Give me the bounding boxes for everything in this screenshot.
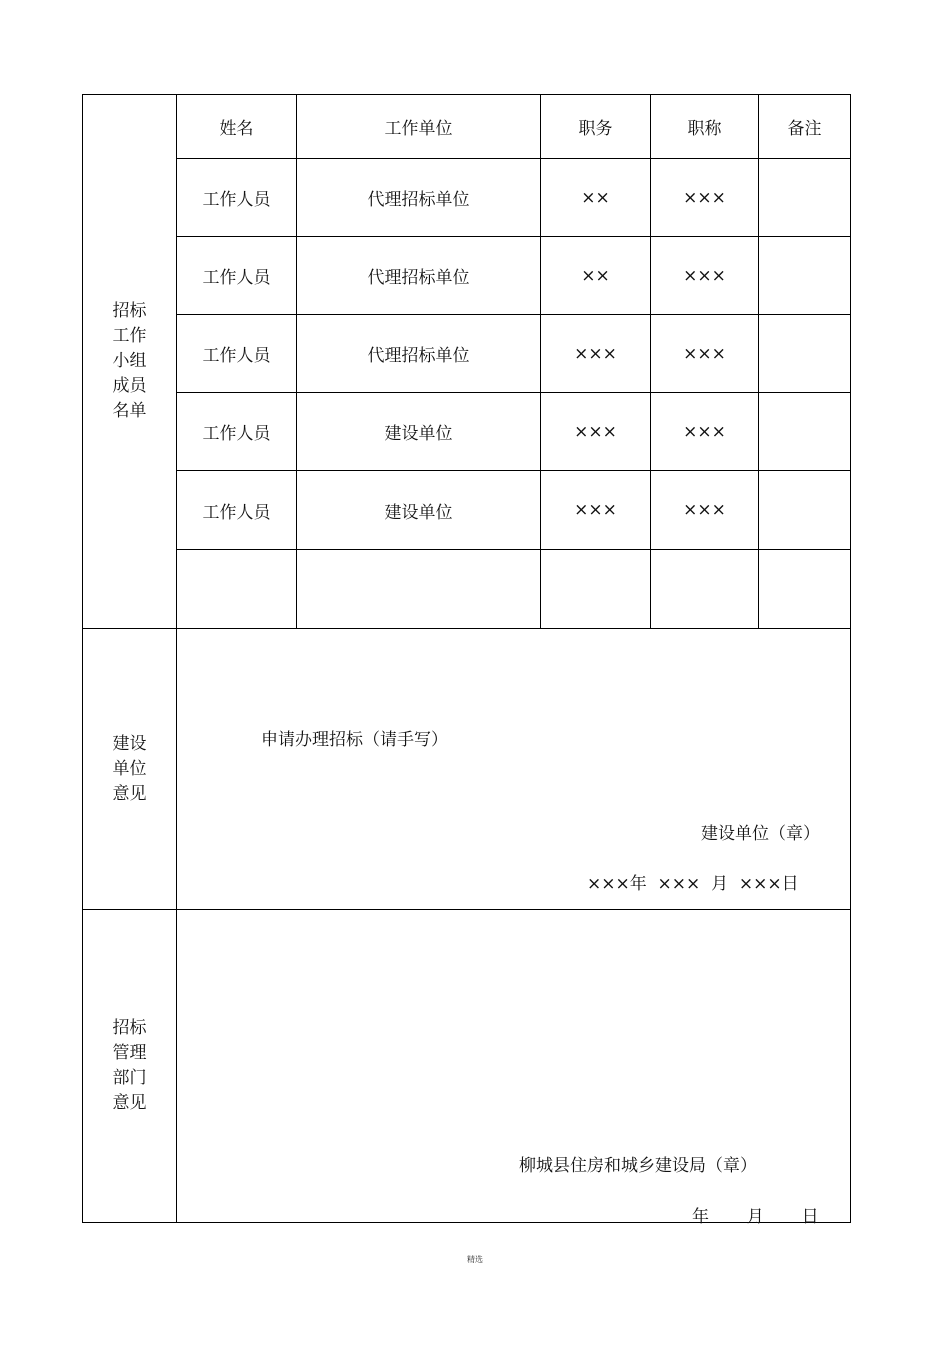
section2-date-text: ×××年 ××× 月 ×××日 xyxy=(587,874,799,894)
section2-seal-text: 建设单位（章） xyxy=(701,824,820,844)
table-cell xyxy=(650,549,759,629)
table-cell: 代理招标单位 xyxy=(296,314,541,393)
table-cell: ××× xyxy=(540,470,651,550)
section2-side-line: 建设 xyxy=(112,733,147,754)
section1-side-line: 工作 xyxy=(112,326,147,346)
footer-text: 精选 xyxy=(467,1255,483,1264)
section3-side-line: 管理 xyxy=(112,1043,147,1063)
section3-side-line: 招标 xyxy=(112,1018,147,1038)
table-cell xyxy=(758,392,851,471)
header-name: 姓名 xyxy=(176,94,297,159)
section2-content-box xyxy=(176,628,851,910)
section1-side-label xyxy=(82,94,177,629)
table-cell: 工作人员 xyxy=(176,236,297,315)
header-work-unit: 工作单位 xyxy=(296,94,541,159)
table-cell: 代理招标单位 xyxy=(296,158,541,237)
table-cell: 工作人员 xyxy=(176,158,297,237)
table-cell xyxy=(296,549,541,629)
section1-side-line: 成员 xyxy=(112,376,147,396)
table-cell: ×× xyxy=(540,236,651,315)
section2-side-line: 意见 xyxy=(112,783,147,804)
section2-side-line: 单位 xyxy=(112,758,147,779)
table-cell: ××× xyxy=(650,236,759,315)
section3-seal-text: 柳城县住房和城乡建设局（章） xyxy=(519,1156,757,1176)
table-cell: ××× xyxy=(540,314,651,393)
table-cell: 建设单位 xyxy=(296,392,541,471)
table-cell xyxy=(758,236,851,315)
header-position: 职务 xyxy=(540,94,651,159)
table-cell: ××× xyxy=(650,314,759,393)
section3-date-text: 年 月 日 xyxy=(692,1207,819,1227)
table-cell xyxy=(758,314,851,393)
section3-side-line: 部门 xyxy=(112,1068,147,1088)
table-cell xyxy=(758,470,851,550)
header-remarks: 备注 xyxy=(758,94,851,159)
section3-side-line: 意见 xyxy=(112,1093,147,1113)
table-cell: 工作人员 xyxy=(176,470,297,550)
section1-side-line: 小组 xyxy=(112,351,147,371)
section2-side-label xyxy=(82,628,177,910)
section3-side-label xyxy=(82,909,177,1223)
table-cell: 工作人员 xyxy=(176,392,297,471)
table-cell: ××× xyxy=(650,470,759,550)
table-cell xyxy=(758,549,851,629)
table-cell: ××× xyxy=(650,158,759,237)
section1-side-line: 招标 xyxy=(112,301,147,321)
section1-side-line: 名单 xyxy=(112,401,147,421)
table-cell: 建设单位 xyxy=(296,470,541,550)
table-cell: ×× xyxy=(540,158,651,237)
table-cell xyxy=(758,158,851,237)
table-cell xyxy=(176,549,297,629)
table-cell: 代理招标单位 xyxy=(296,236,541,315)
table-cell: ××× xyxy=(650,392,759,471)
table-cell: ××× xyxy=(540,392,651,471)
table-cell xyxy=(540,549,651,629)
header-title: 职称 xyxy=(650,94,759,159)
table-cell: 工作人员 xyxy=(176,314,297,393)
section2-body-text: 申请办理招标（请手写） xyxy=(261,730,448,750)
